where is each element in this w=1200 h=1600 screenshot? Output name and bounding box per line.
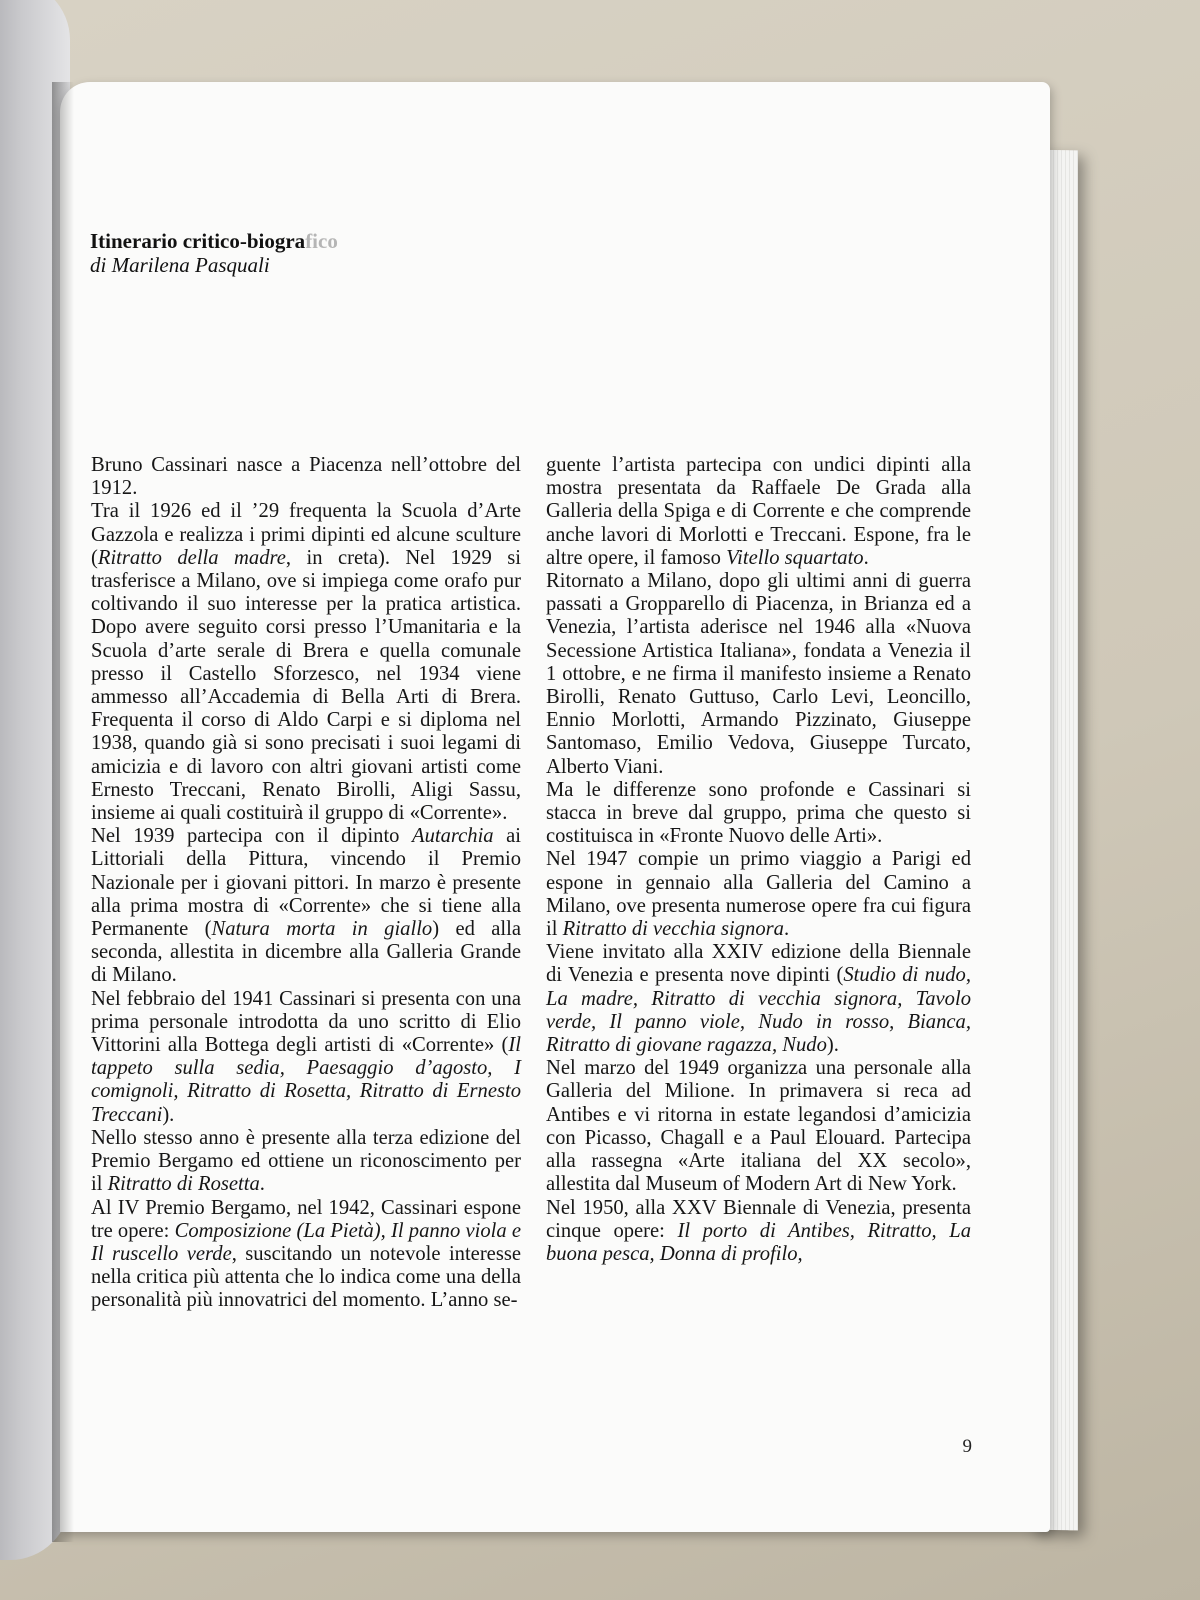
- binding-shadow: [52, 82, 74, 1542]
- section-title: [90, 229, 338, 253]
- text-column-left: [91, 454, 521, 1313]
- page-number: 9: [962, 1436, 972, 1457]
- author-byline: di Marilena Pasquali: [90, 253, 270, 277]
- paragraph: Tra il 1926 ed il ’29 frequenta la Scuola d’Arte Gazzola e realizza i primi dipinti ed alcune sculture (Ritratto della madre, in creta). Nel 1929 si trasferisce a Milano, ove si impiega come orafo pur coltivando il suo interesse per la pratica artistica. Dopo avere seguito corsi presso l’Umanitaria e la Scuola d’arte serale di Brera e quella comunale presso il Castello Sforzesco, nel 1934 viene ammesso all’Accademia di Bella Arti di Brera. Frequenta il corso di Aldo Carpi e si diploma nel 1938, quando già si sono precisati i suoi legami di amicizia e di lavoro con altri giovani artisti come Ernesto Treccani, Renato Birolli, Aligi Sassu, insieme ai quali costituirà il gruppo di «Corrente».: [91, 500, 522, 825]
- paragraph: guente l’artista partecipa con undici dipinti alla mostra presentata da Raffaele De Grada alla Galleria della Spiga e di Corrente e che comprende anche lavori di Morlotti e Treccani. Espone, fra le altre opere, il famoso Vitello squartato.: [546, 454, 971, 569]
- paragraph: Al IV Premio Bergamo, nel 1942, Cassinari espone tre opere: Composizione (La Pietà), Il panno viola e Il ruscello verde, suscitando un notevole interesse nella critica più attenta che lo indica come una della personalità più innovatrici del momento. L’anno se-: [91, 1196, 521, 1312]
- text-column-right: [546, 454, 971, 1266]
- paragraph: Nel marzo del 1949 organizza una personale alla Galleria del Milione. In primavera si reca ad Antibes e vi ritorna in estate legandosi d’amicizia con Picasso, Chagall e a Paul Elouard. Partecipa alla rassegna «Arte italiana del XX secolo», allestita dal Museum of Modern Art di New York.: [546, 1057, 971, 1196]
- section-title-faded-text: fico: [305, 229, 338, 253]
- paragraph: Nello stesso anno è presente alla terza edizione del Premio Bergamo ed ottiene un riconoscimento per il Ritratto di Rosetta.: [91, 1126, 521, 1196]
- paragraph: Nel 1947 compie un primo viaggio a Parigi ed espone in gennaio alla Galleria del Camino a Milano, ove presenta numerose opere fra cui figura il Ritratto di vecchia signora.: [546, 848, 971, 941]
- paragraph: Viene invitato alla XXIV edizione della Biennale di Venezia e presenta nove dipinti (Studio di nudo, La madre, Ritratto di vecchia signora, Tavolo verde, Il panno viole, Nudo in rosso, Bianca, Ritratto di giovane ragazza, Nudo).: [546, 941, 971, 1057]
- paragraph: Bruno Cassinari nasce a Piacenza nell’ottobre del 1912.: [91, 454, 521, 500]
- paragraph: Ritornato a Milano, dopo gli ultimi anni di guerra passati a Gropparello di Piacenza, in Brianza ed a Venezia, l’artista aderisce nel 1946 alla «Nuova Secessione Artistica Italiana», fondata a Venezia il 1 ottobre, e ne firma il manifesto insieme a Renato Birolli, Renato Guttuso, Carlo Levi, Leoncillo, Ennio Morlotti, Armando Pizzinato, Giuseppe Santomaso, Emilio Vedova, Giuseppe Turcato, Alberto Viani.: [546, 570, 971, 778]
- paragraph: Ma le differenze sono profonde e Cassinari si stacca in breve dal gruppo, prima che questo si costituisca in «Fronte Nuovo delle Arti».: [546, 778, 971, 848]
- paragraph: Nel 1950, alla XXV Biennale di Venezia, presenta cinque opere: Il porto di Antibes, Ritratto, La buona pesca, Donna di profilo,: [546, 1196, 971, 1265]
- section-title-text: Itinerario critico-biogra: [90, 229, 306, 253]
- paragraph: Nel febbraio del 1941 Cassinari si presenta con una prima personale introdotta da uno scritto di Elio Vittorini alla Bottega degli artisti di «Corrente» (Il tappeto sulla sedia, Paesaggio d’agosto, I comignoli, Ritratto di Rosetta, Ritratto di Ernesto Treccani).: [91, 987, 521, 1126]
- paragraph: Nel 1939 partecipa con il dipinto Autarchia ai Littoriali della Pittura, vincendo il Premio Nazionale per i giovani pittori. In marzo è presente alla prima mostra di «Corrente» che si tiene alla Permanente (Natura morta in giallo) ed alla seconda, allestita in dicembre alla Galleria Grande di Milano.: [91, 825, 521, 987]
- book-page: [60, 82, 1050, 1532]
- section-heading: [90, 229, 338, 277]
